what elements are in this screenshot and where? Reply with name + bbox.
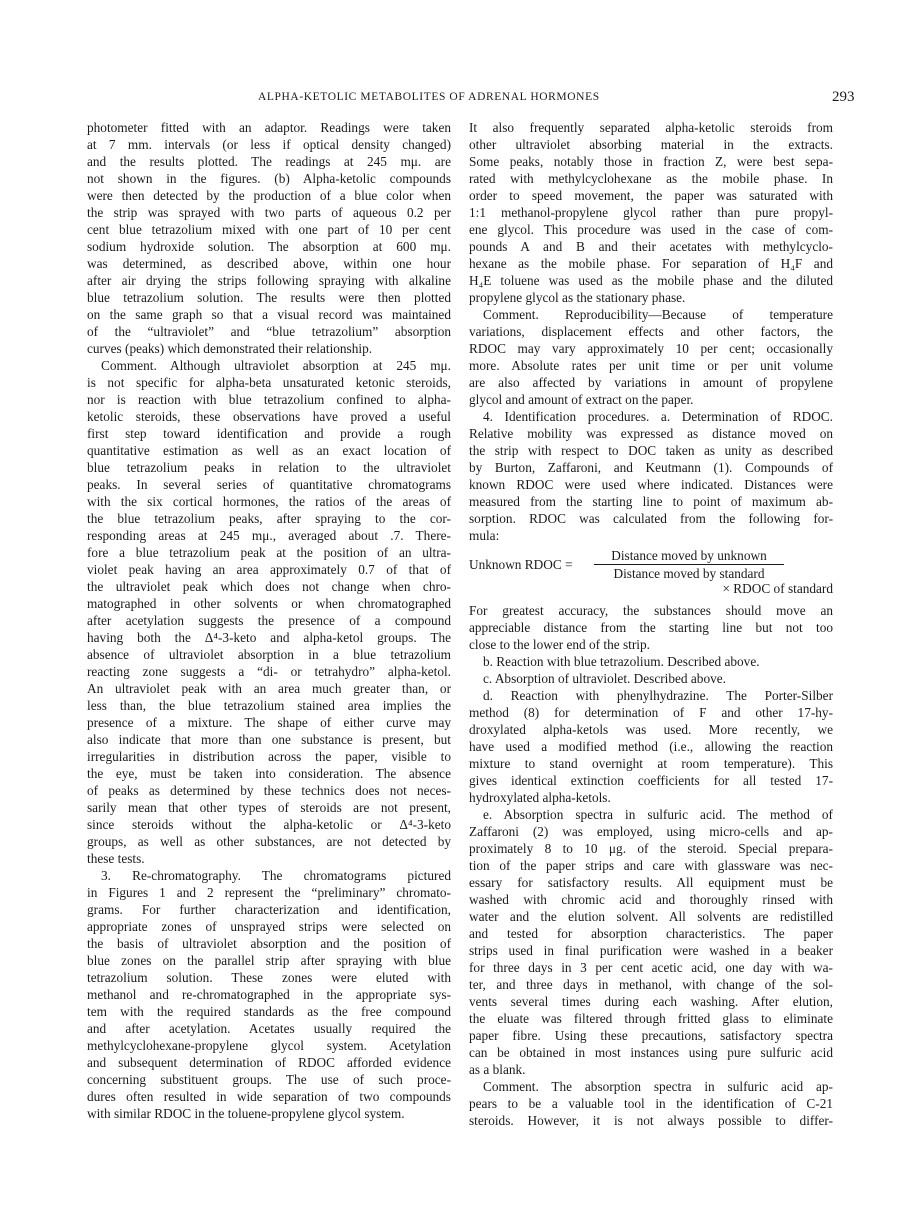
text-line: e. Absorption spectra in sulfuric acid. The method of: [483, 807, 833, 822]
text-line: the eye, must be taken into consideration. The absence: [87, 766, 451, 781]
text-line: appropriate zones of unsprayed strips were selected on: [87, 919, 451, 934]
page-number: 293: [832, 89, 855, 105]
text-line: paper fibre. Using these precautions, satisfactory spectra: [469, 1028, 833, 1043]
text-line: the blue tetrazolium peaks, after spraying to the cor-: [87, 511, 451, 526]
text-line: responding areas at 245 mμ., averaged about .7. There-: [87, 528, 451, 543]
text-line: quantitative estimation as well as an exact location of: [87, 443, 451, 458]
text-line: absence of ultraviolet absorption in a blue tetrazolium: [87, 647, 451, 662]
text-line: hydroxylated alpha-ketols.: [469, 790, 611, 805]
text-line: RDOC may vary approximately 10 per cent; occasionally: [469, 341, 833, 356]
text-line: blue tetrazolium solution. The results were then plotted: [87, 290, 451, 305]
text-line: Some peaks, notably those in fraction Z, were best sepa-: [469, 154, 833, 169]
text-line: other ultraviolet absorbing material in the extracts.: [469, 137, 833, 152]
text-line: the strip with respect to DOC taken as unity as described: [469, 443, 833, 458]
text-line: cent blue tetrazolium mixed with one part of 10 per cent: [87, 222, 451, 237]
text-line: Zaffaroni (2) was employed, using micro-cells and ap-: [469, 824, 833, 839]
text-line: and tested for absorption characteristics. The paper: [469, 926, 833, 941]
text-line: and subsequent determination of RDOC afforded evidence: [87, 1055, 451, 1070]
text-line: mixture to stand overnight at room temperature). This: [469, 756, 833, 771]
text-line: washed with chromic acid and thoroughly rinsed with: [469, 892, 833, 907]
text-line: known RDOC were used where indicated. Distances were: [469, 477, 833, 492]
text-line: is not specific for alpha-beta unsaturated ketonic steroids,: [87, 375, 451, 390]
text-line: For greatest accuracy, the substances should move an: [469, 603, 833, 618]
text-line: An ultraviolet peak with an area much greater than, or: [87, 681, 451, 696]
text-line: tem with the required standards as the free compound: [87, 1004, 451, 1019]
text-line: tion of the paper strips and care with glassware was nec-: [469, 858, 833, 873]
text-line: b. Reaction with blue tetrazolium. Described above.: [483, 654, 760, 669]
text-line: not shown in the figures. (b) Alpha-ketolic compounds: [87, 171, 451, 186]
text-line: variations, displacement effects and other factors, the: [469, 324, 833, 339]
text-line: irregularities in distribution across the paper, visible to: [87, 749, 451, 764]
text-line: measured from the starting line to point of maximum ab-: [469, 494, 833, 509]
text-line: c. Absorption of ultraviolet. Described above.: [483, 671, 726, 686]
text-line: first step toward identification and provide a rough: [87, 426, 451, 441]
text-line: and after acetylation. Acetates usually required the: [87, 1021, 451, 1036]
text-line: matographed in other solvents or when chromatographed: [87, 596, 451, 611]
text-line: in Figures 1 and 2 represent the “preliminary” chromato-: [87, 885, 451, 900]
text-line: peaks. In several series of quantitative chromatograms: [87, 477, 451, 492]
formula-fraction: [594, 547, 784, 582]
text-line: ketolic steroids, these observations have proved a useful: [87, 409, 451, 424]
text-line: sorption. RDOC was calculated from the following for-: [469, 511, 833, 526]
rdoc-formula: [469, 547, 833, 597]
text-line: 1:1 methanol-propylene glycol rather than pure propyl-: [469, 205, 833, 220]
text-line: violet peak having an area approximately 0.7 of that of: [87, 562, 451, 577]
text-line: was determined, as described above, within one hour: [87, 256, 451, 271]
text-line: ter, and three days in methanol, with change of the sol-: [469, 977, 833, 992]
text-line: for three days in 3 per cent acetic acid, one day with wa-: [469, 960, 833, 975]
text-line: Comment. Reproducibility—Because of temperature: [483, 307, 833, 322]
text-line: grams. For further characterization and identification,: [87, 902, 451, 917]
right-column: [469, 119, 833, 1129]
text-line: close to the lower end of the strip.: [469, 637, 650, 652]
text-line: d. Reaction with phenylhydrazine. The Porter-Silber: [483, 688, 833, 703]
text-line: H₄E toluene was used as the mobile phase and the diluted: [469, 273, 833, 288]
text-line: It also frequently separated alpha-ketolic steroids from: [469, 120, 833, 135]
text-line: Relative mobility was expressed as distance moved on: [469, 426, 833, 441]
text-line: with the six cortical hormones, the ratios of the areas of: [87, 494, 451, 509]
text-line: pears to be a valuable tool in the identification of C-21: [469, 1096, 833, 1111]
text-line: the strip was sprayed with two parts of aqueous 0.2 per: [87, 205, 451, 220]
text-line: gives identical extinction coefficients for all tested 17-: [469, 773, 833, 788]
text-line: having both the Δ⁴-3-keto and alpha-ketol groups. The: [87, 630, 451, 645]
text-line: 4. Identification procedures. a. Determination of RDOC.: [483, 409, 833, 424]
page-header: [0, 89, 898, 109]
text-line: Comment. Although ultraviolet absorption at 245 mμ.: [101, 358, 451, 373]
text-line: the ultraviolet peak which does not change when chro-: [87, 579, 451, 594]
text-line: Comment. The absorption spectra in sulfuric acid ap-: [483, 1079, 833, 1094]
text-line: methanol and re-chromatographed in the appropriate sys-: [87, 987, 451, 1002]
text-line: can be obtained in most instances using pure sulfuric acid: [469, 1045, 833, 1060]
formula-numerator: Distance moved by unknown: [594, 547, 784, 565]
text-line: curves (peaks) which demonstrated their relationship.: [87, 341, 373, 356]
text-line: essary for satisfactory results. All equipment must be: [469, 875, 833, 890]
right-text-before-formula: [469, 119, 833, 544]
text-line: concerning substituent groups. The use of such proce-: [87, 1072, 451, 1087]
formula-lhs: Unknown RDOC =: [469, 557, 573, 572]
text-line: are also affected by variations in amount of propylene: [469, 375, 833, 390]
text-line: strips used in final purification were washed in a beaker: [469, 943, 833, 958]
text-line: by Burton, Zaffaroni, and Keutmann (1). Compounds of: [469, 460, 833, 475]
text-line: of peaks as determined by these technics does not neces-: [87, 783, 451, 798]
right-text-after-formula: [469, 602, 833, 1129]
text-line: rated with methylcyclohexane as the mobile phase. In: [469, 171, 833, 186]
text-line: tetrazolium solution. These zones were eluted with: [87, 970, 451, 985]
formula-multiplier: × RDOC of standard: [722, 581, 833, 596]
text-line: after acetylation suggests the presence of a compound: [87, 613, 451, 628]
text-line: of the “ultraviolet” and “blue tetrazolium” absorption: [87, 324, 451, 339]
text-line: since steroids without the alpha-ketolic or Δ⁴-3-keto: [87, 817, 451, 832]
text-line: less than, the blue tetrazolium stained area implies the: [87, 698, 451, 713]
text-line: nor is reaction with blue tetrazolium confined to alpha-: [87, 392, 451, 407]
text-line: dures often resulted in wide separation of two compounds: [87, 1089, 451, 1104]
formula-denominator: Distance moved by standard: [613, 566, 765, 581]
text-line: fore a blue tetrazolium peak at the position of an ultra-: [87, 545, 451, 560]
text-line: as a blank.: [469, 1062, 526, 1077]
left-column: [87, 119, 451, 1122]
text-line: also indicate that more than one substance is present, but: [87, 732, 451, 747]
text-line: were then detected by the production of a blue color when: [87, 188, 451, 203]
text-line: more. Absolute rates per unit time or per unit volume: [469, 358, 833, 373]
text-line: sodium hydroxide solution. The absorption at 600 mμ.: [87, 239, 451, 254]
text-line: after air drying the strips following spraying with alkaline: [87, 273, 451, 288]
text-line: droxylated alpha-ketols was used. More recently, we: [469, 722, 833, 737]
text-line: water and the elution solvent. All solvents are redistilled: [469, 909, 833, 924]
running-title: ALPHA-KETOLIC METABOLITES OF ADRENAL HORMONES: [258, 91, 600, 103]
text-line: propylene glycol as the stationary phase.: [469, 290, 686, 305]
text-line: the eluate was filtered through fritted glass to eliminate: [469, 1011, 833, 1026]
text-line: at 7 mm. intervals (or less if optical density changed): [87, 137, 451, 152]
text-line: and the results plotted. The readings at 245 mμ. are: [87, 154, 451, 169]
text-line: on the same graph so that a visual record was maintained: [87, 307, 451, 322]
text-line: presence of a mixture. The shape of either curve may: [87, 715, 451, 730]
text-line: 3. Re-chromatography. The chromatograms pictured: [101, 868, 451, 883]
text-line: the basis of ultraviolet absorption and the position of: [87, 936, 451, 951]
text-line: have used a modified method (i.e., allowing the reaction: [469, 739, 833, 754]
text-line: method (8) for determination of F and other 17-hy-: [469, 705, 833, 720]
text-line: reacting zone suggests a “di- or tetrahydro” alpha-ketol.: [87, 664, 451, 679]
text-line: these tests.: [87, 851, 145, 866]
text-line: appreciable distance from the starting line but not too: [469, 620, 833, 635]
text-line: sarily mean that other types of steroids are not present,: [87, 800, 451, 815]
text-line: proximately 8 to 10 μg. of the steroid. Special prepara-: [469, 841, 833, 856]
text-line: vents several times during each washing. After elution,: [469, 994, 833, 1009]
text-line: order to speed movement, the paper was saturated with: [469, 188, 833, 203]
text-line: groups, as well as other substances, are not detected by: [87, 834, 451, 849]
text-line: methylcyclohexane-propylene glycol system. Acetylation: [87, 1038, 451, 1053]
text-line: with similar RDOC in the toluene-propylene glycol system.: [87, 1106, 405, 1121]
text-line: blue tetrazolium peaks in relation to the ultraviolet: [87, 460, 451, 475]
text-line: glycol and amount of extract on the paper.: [469, 392, 694, 407]
text-line: steroids. However, it is not always possible to differ-: [469, 1113, 833, 1128]
text-line: hexane as the mobile phase. For separation of H₄F and: [469, 256, 833, 271]
text-line: photometer fitted with an adaptor. Readings were taken: [87, 120, 451, 135]
text-line: blue zones on the parallel strip after spraying with blue: [87, 953, 451, 968]
text-line: mula:: [469, 528, 500, 543]
text-line: ene glycol. This procedure was used in the case of com-: [469, 222, 833, 237]
text-line: pounds A and B and their acetates with methylcyclo-: [469, 239, 833, 254]
